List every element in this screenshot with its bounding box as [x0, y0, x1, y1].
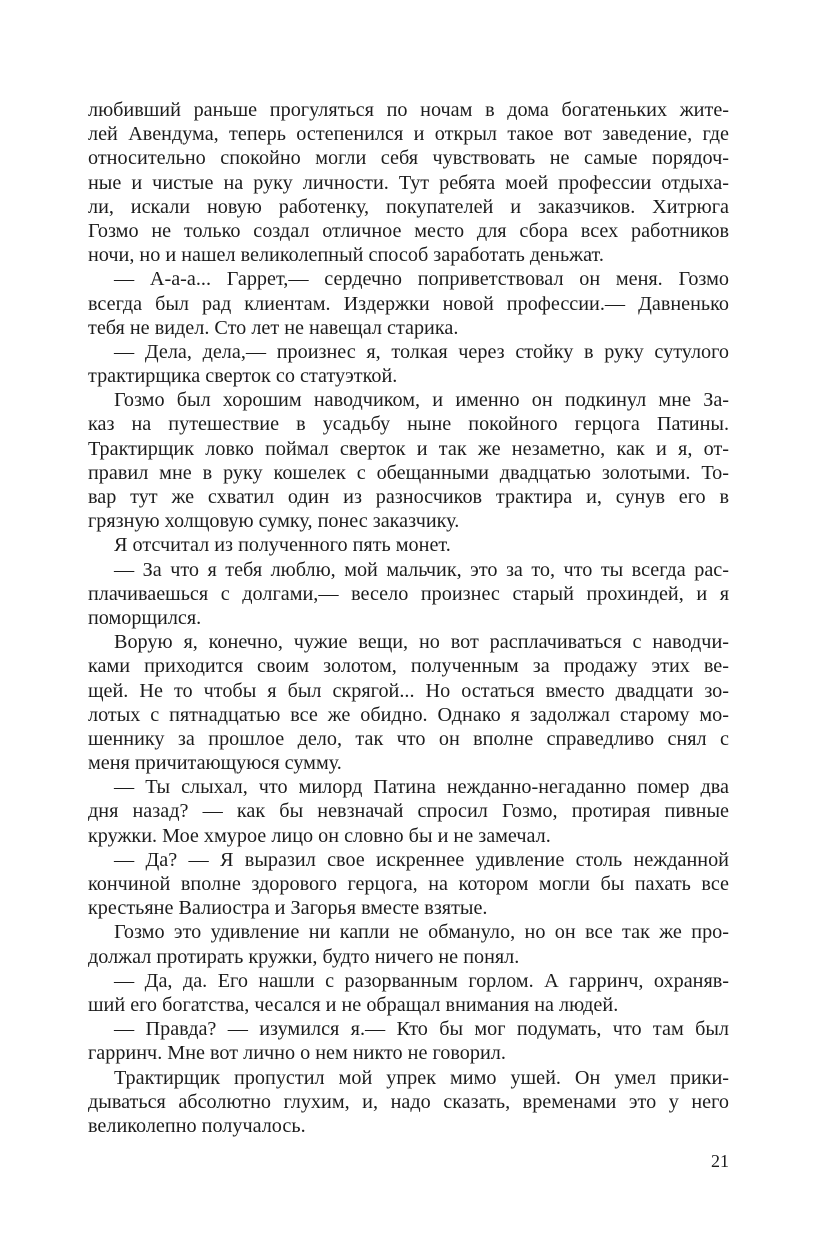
text-line: кружки. Мое хмурое лицо он словно бы и не замечал.: [88, 824, 551, 847]
text-line: грязную холщовую сумку, понес заказчику.: [88, 510, 460, 533]
text-line: Трактирщик ловко поймал сверток и так же незаметно, как и я, от-: [88, 437, 729, 460]
text-line: ные и чистые на руку личности. Тут ребята моей профессии отдыха-: [88, 171, 729, 194]
text-line: шеннику за прошлое дело, так что он вполне справедливо снял с: [88, 727, 729, 750]
text-line: относительно спокойно могли себя чувствовать не самые порядоч-: [88, 147, 729, 170]
text-line: правил мне в руку кошелек с обещанными двадцатью золотыми. То-: [88, 461, 729, 484]
text-line: ками приходится своим золотом, полученным за продажу этих ве-: [88, 655, 729, 678]
text-line: — Правда? — изумился я.— Кто бы мог подумать, что там был: [114, 1018, 729, 1041]
page-number: 21: [711, 1151, 729, 1171]
text-line: кончиной вполне здорового герцога, на котором могли бы пахать все: [88, 873, 729, 895]
text-line: великолепно получалось.: [88, 1114, 306, 1137]
text-line: дня назад? — как бы невзначай спросил Гозмо, протирая пивные: [88, 800, 729, 823]
text-line: лотых с пятнадцатью все же обидно. Однако я задолжал старому мо-: [88, 703, 729, 726]
text-line: — Ты слыхал, что милорд Патина нежданно-негаданно помер два: [114, 776, 729, 799]
text-line: должал протирать кружки, будто ничего не понял.: [88, 945, 520, 968]
text-line: ли, искали новую работенку, покупателей и заказчиков. Хитрюга: [88, 195, 729, 218]
text-line: — За что я тебя люблю, мой мальчик, это за то, что ты всегда рас-: [114, 558, 729, 581]
text-line: — А-а-а... Гаррет,— сердечно поприветствовал он меня. Гозмо: [114, 268, 729, 291]
text-line: — Да? — Я выразил свое искреннее удивление столь нежданной: [114, 848, 729, 871]
text-line: щей. Не то чтобы я был скрягой... Но остаться вместо двадцати зо-: [88, 679, 729, 702]
text-line: любивший раньше прогуляться по ночам в дома богатеньких жите-: [88, 99, 729, 121]
text-line: крестьяне Валиостра и Загорья вместе взятые.: [88, 897, 488, 920]
text-line: гарринч. Мне вот лично о нем никто не говорил.: [88, 1042, 506, 1065]
text-line: ночи, но и нашел великолепный способ заработать деньжат.: [88, 244, 604, 267]
text-line: всегда был рад клиентам. Издержки новой профессии.— Давненько: [88, 292, 729, 315]
text-line: плачиваешься с долгами,— весело произнес старый прохиндей, и я: [88, 582, 729, 605]
text-line: Я отсчитал из полученного пять монет.: [114, 534, 451, 557]
text-line: Гозмо был хорошим наводчиком, и именно он подкинул мне За-: [114, 389, 729, 412]
text-line: Ворую я, конечно, чужие вещи, но вот расплачиваться с наводчи-: [114, 631, 729, 654]
text-line: каз на путешествие в усадьбу ныне покойного герцога Патины.: [88, 413, 729, 436]
text-line: меня причитающуюся сумму.: [88, 752, 342, 775]
text-line: Гозмо это удивление ни капли не обмануло, но он все так же про-: [114, 921, 729, 944]
text-line: — Да, да. Его нашли с разорванным горлом. А гарринч, охраняв-: [114, 969, 729, 992]
text-line: ший его богатства, чесался и не обращал внимания на людей.: [88, 993, 619, 1016]
body-text: [88, 98, 729, 1138]
text-line: лей Авендума, теперь остепенился и открыл такое вот заведение, где: [88, 123, 729, 146]
text-line: тебя не видел. Сто лет не навещал старика.: [88, 316, 459, 339]
text-line: — Дела, дела,— произнес я, толкая через стойку в руку сутулого: [114, 340, 729, 363]
text-line: трактирщика сверток со статуэткой.: [88, 365, 398, 388]
text-line: Гозмо не только создал отличное место для сбора всех работников: [88, 219, 729, 242]
text-line: поморщился.: [88, 606, 202, 629]
text-line: Трактирщик пропустил мой упрек мимо ушей. Он умел прики-: [114, 1066, 729, 1089]
text-line: дываться абсолютно глухим, и, надо сказать, временами это у него: [88, 1090, 729, 1113]
text-line: вар тут же схватил один из разносчиков трактира и, сунув его в: [88, 486, 729, 508]
